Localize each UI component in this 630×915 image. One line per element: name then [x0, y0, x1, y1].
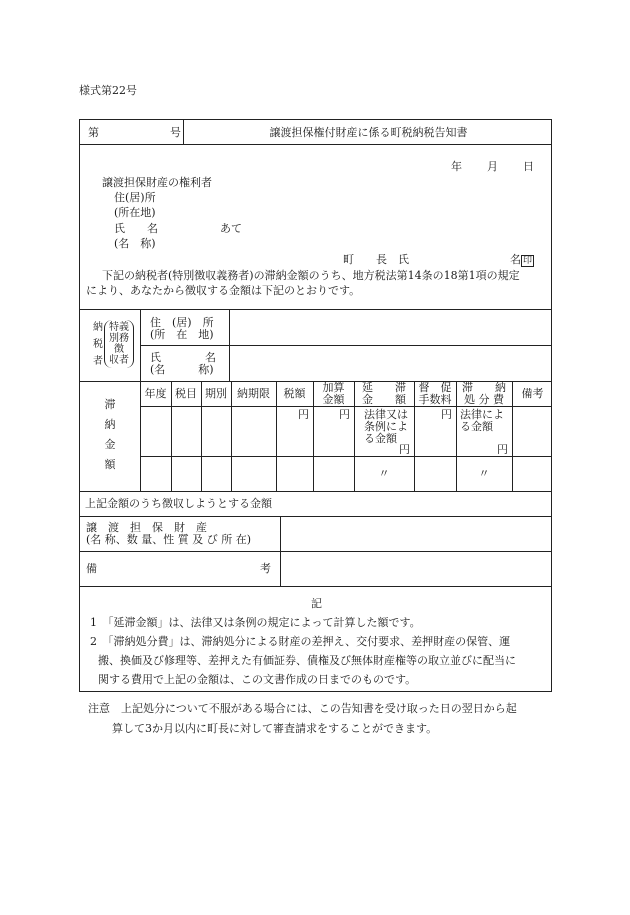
date-day: 日: [523, 160, 534, 173]
col-reminder-1: 督 促: [418, 381, 452, 394]
note-item-2-line-3: 関する費用で上記の金額は、この文書作成の日までのものです。: [98, 673, 417, 686]
taxpayer-name-label: 氏 名: [150, 351, 216, 364]
col-tax-item: 税目: [175, 387, 197, 400]
special-collector-label-4: 収者: [109, 355, 129, 366]
surcharge-yen: 円: [339, 408, 350, 421]
col-remarks: 備考: [521, 387, 544, 400]
holder-title-label: (名 称): [114, 237, 156, 250]
form-number: 様式第22号: [79, 84, 137, 97]
taxpayer-location-label: (所 在 地): [150, 328, 214, 341]
col-year: 年度: [144, 387, 167, 400]
taxpayer-label-1: 納: [93, 322, 103, 333]
holder-address-label: 住(居)所: [114, 191, 156, 204]
arrears-label-2: 納: [104, 418, 116, 431]
col-late-1: 延 滞: [362, 381, 406, 394]
col-reminder-2: 手数料: [418, 393, 452, 406]
disposition-ditto: 〃: [478, 467, 490, 480]
number-prefix: 第: [88, 126, 99, 139]
late-yen: 円: [399, 443, 410, 456]
special-collector-label-3: 徴: [114, 344, 124, 355]
col-period: 期別: [205, 387, 227, 400]
col-tax-amount: 税額: [283, 387, 306, 400]
holder-name-suffix: あて: [220, 222, 242, 235]
remarks-label-left: 備: [86, 562, 97, 575]
taxpayer-label-3: 者: [93, 356, 103, 367]
body-line-1: 下記の納税者(特別徴収義務者)の滞納金額のうち、地方税法第14条の18第1項の規定: [102, 269, 520, 282]
caution-line-1: 注意 上記処分について不服がある場合には、この告知書を受け取った日の翌日から起: [88, 702, 517, 715]
late-law-3: る金額: [364, 432, 397, 445]
col-disposition-1: 滞 納: [462, 381, 506, 394]
disposition-yen: 円: [497, 443, 508, 456]
body-line-2: により、あなたから徴収する金額は下記のとおりです。: [86, 284, 361, 297]
late-ditto: 〃: [378, 467, 390, 480]
late-law-1: 法律又は: [364, 408, 408, 421]
caution-note: [88, 699, 558, 739]
arrears-label-3: 金: [104, 438, 116, 451]
mayor-label: 町 長 氏: [343, 253, 409, 266]
col-due-date: 納期限: [237, 387, 270, 400]
notice-form: [79, 119, 552, 692]
col-surcharge-2: 金額: [322, 393, 345, 406]
special-collector-label-1: 特義: [109, 322, 129, 333]
date-month: 月: [487, 160, 498, 173]
mayor-name-suffix: 名: [510, 253, 521, 266]
disp-law-2: る金額: [460, 420, 493, 433]
mayor-seal: [510, 253, 534, 267]
col-late-2: 金 額: [362, 393, 406, 406]
reminder-yen: 円: [441, 408, 452, 421]
late-law-2: 条例によ: [364, 420, 408, 433]
taxpayer-address-label: 住 (居) 所: [150, 316, 214, 329]
note-item-2-line-1: 2 「滞納処分費」は、滞納処分による財産の差押え、交付要求、差押財産の保管、運: [90, 635, 511, 648]
remarks-label-right: 考: [260, 562, 271, 575]
notes-heading: 記: [311, 597, 322, 610]
arrears-label-4: 額: [104, 458, 116, 471]
holder-label: 譲渡担保財産の権利者: [102, 176, 212, 189]
disp-law-1: 法律によ: [460, 408, 504, 421]
date-year: 年: [451, 160, 462, 173]
taxpayer-label-2: 税: [93, 339, 103, 350]
holder-location-label: (所在地): [114, 206, 156, 219]
arrears-label-1: 滞: [104, 398, 116, 411]
collect-amount-label: 上記金額のうち徴収しようとする金額: [85, 497, 272, 510]
property-label-1: 譲 渡 担 保 財 産: [86, 521, 207, 534]
col-surcharge-1: 加算: [322, 381, 345, 394]
document-title: 譲渡担保権付財産に係る町税納税告知書: [269, 126, 468, 139]
note-item-2-line-2: 搬、換価及び修理等、差押えた有価証券、債権及び無体財産権等の取立並びに配当に: [98, 654, 516, 667]
holder-name-label: 氏 名: [114, 222, 158, 235]
taxpayer-title-label: (名 称): [150, 363, 214, 376]
special-collector-label-2: 別務: [109, 333, 129, 344]
seal-icon: 印: [523, 256, 533, 266]
property-label-2: (名 称、数 量、性 質 及 び 所 在): [86, 533, 252, 546]
note-item-1: 1 「延滞金額」は、法律又は条例の規定によって計算した額です。: [90, 616, 421, 629]
caution-line-2: 算して3か月以内に町長に対して審査請求をすることができます。: [112, 722, 438, 735]
col-disposition-2: 処 分 費: [464, 393, 504, 406]
number-suffix: 号: [170, 126, 181, 139]
tax-amount-yen: 円: [298, 408, 309, 421]
